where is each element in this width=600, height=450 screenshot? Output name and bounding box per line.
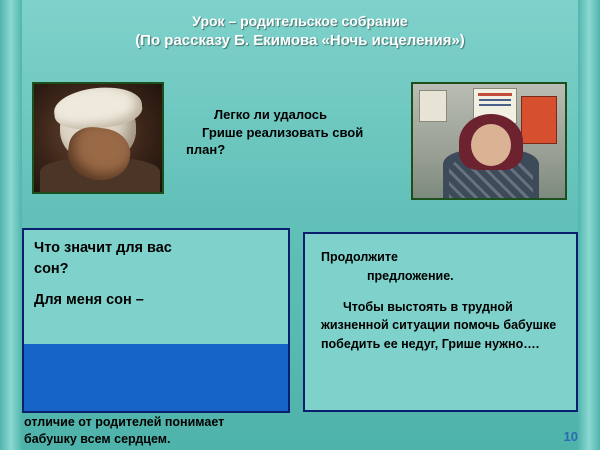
right-panel-paragraph-line-1: Чтобы выстоять в трудной [343,299,513,314]
slide-title [30,12,570,51]
bottom-text-line-2: бабушку всем сердцем. [24,431,171,446]
right-panel-line-1: Продолжите [321,250,398,264]
left-panel-line-1: Что значит для вас [34,240,172,256]
photo-right-face-shape [471,124,511,166]
left-panel-spacer [34,280,280,290]
title-line-2: (По рассказу Б. Екимова «Ночь исцеления») [135,31,465,49]
left-panel-line-2: сон? [34,261,69,278]
photo-person-bandaged-head [32,82,164,194]
page-number: 10 [563,429,578,444]
decorative-right-band [578,0,600,450]
right-panel-line-2: предложение. [367,268,454,283]
left-panel-blue-answer-area [24,344,288,411]
right-panel-paragraph-line-4: Грише нужно…. [441,337,540,351]
right-task-panel [303,232,578,412]
left-panel-line-3: Для меня сон – [34,292,144,309]
right-panel-paragraph-line-2: жизненной ситуации помочь [321,318,500,333]
photo-right-poster-small [419,90,447,122]
top-question-line-1: Легко ли удалось [214,107,327,122]
bottom-text-line-1: отличие от родителей понимает [24,415,225,429]
title-line-1: Урок – родительское собрание [192,13,408,29]
decorative-left-band [0,0,22,450]
top-question-line-3: план? [186,142,226,158]
photo-elderly-woman-headscarf [411,82,567,200]
photo-right-poster-red [521,96,557,144]
top-question-text [186,106,404,159]
top-question-line-2: Грише реализовать свой [202,124,364,140]
right-panel-paragraph-line-3: бабушке победить ее недуг, [321,318,557,351]
bottom-overflow-text [24,414,304,448]
left-question-panel [22,228,290,413]
left-panel-text [24,230,288,311]
right-panel-paragraph [321,298,564,354]
